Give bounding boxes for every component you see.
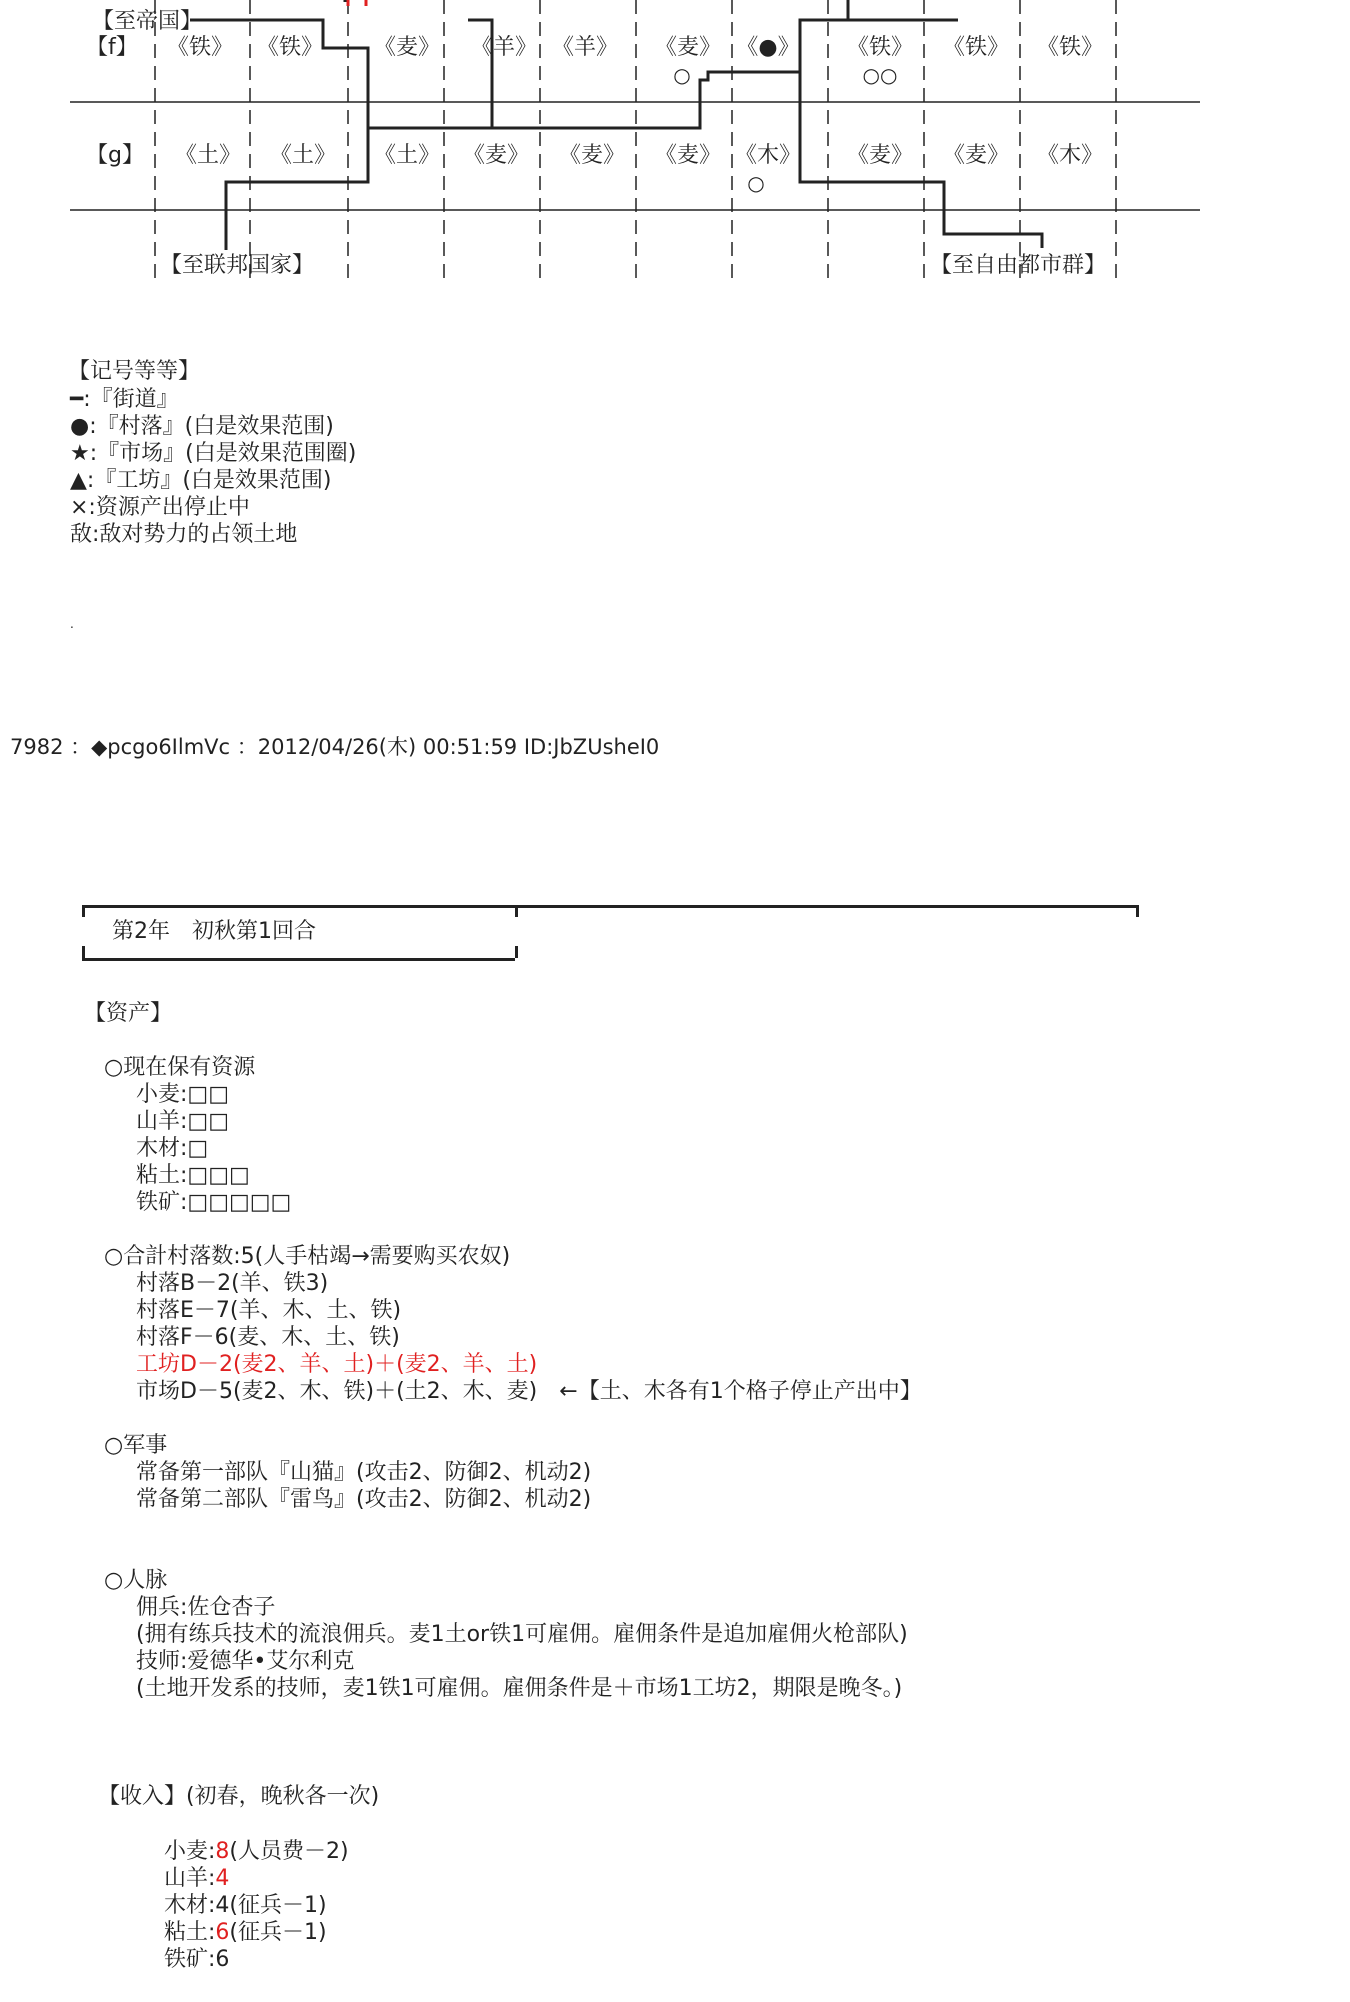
legend-item-stopped: ×:资源产出停止中	[70, 495, 250, 520]
map-cell-f10: 《铁》	[1036, 35, 1104, 60]
map-cell-f7: 《●》	[736, 35, 800, 60]
income-value: 4	[215, 1893, 230, 1918]
village-b: 村落B－2(羊、铁3)	[136, 1271, 329, 1296]
unit-thunderbird: 常备第二部队『雷鸟』(攻击2、防御2、机动2)	[136, 1487, 592, 1512]
row-g-label: 【g】	[86, 143, 144, 168]
map-cell-f8: 《铁》	[846, 35, 914, 60]
connection-engineer-note: (土地开发系的技师，麦1铁1可雇佣。雇佣条件是＋市场1工坊2，期限是晚冬。)	[136, 1676, 903, 1701]
military-heading: ○军事	[104, 1433, 168, 1458]
connection-mercenary: 佣兵:佐仓杏子	[136, 1595, 276, 1620]
title-frame-bottom-left-tick	[82, 946, 85, 958]
map-cell-f4: 《羊》	[470, 35, 538, 60]
income-label: 铁矿:	[163, 1947, 216, 1972]
map-cell-g7: 《木》	[734, 143, 802, 168]
resource-map	[0, 0, 1350, 290]
title-frame-top-line	[82, 905, 1138, 908]
marker-circle-f6: ○	[673, 63, 691, 87]
assets-heading: 【资产】	[84, 1001, 173, 1026]
income-note: (征兵－1)	[229, 1920, 327, 1945]
map-cell-g3: 《土》	[373, 143, 441, 168]
map-cell-f5: 《羊》	[551, 35, 619, 60]
resource-wood: 木材:□	[136, 1136, 209, 1161]
connection-engineer: 技师:爱德华•艾尔利克	[136, 1649, 355, 1674]
village-e: 村落E－7(羊、木、土、铁)	[136, 1298, 402, 1323]
legend-item-enemy: 敌:敌对势力的占领土地	[70, 522, 298, 547]
turn-title: 第2年 初秋第1回合	[112, 919, 316, 944]
income-label: 小麦:	[163, 1839, 216, 1864]
income-note: (人员费－2)	[229, 1839, 349, 1864]
legend-dot: .	[70, 617, 74, 631]
row-f-label: 【f】	[86, 35, 138, 60]
exit-empire-label: 【至帝国】	[92, 9, 203, 34]
title-frame-left-tick	[82, 905, 85, 917]
income-value: 6	[215, 1947, 230, 1972]
title-frame-bottom-right-tick	[515, 946, 518, 958]
village-f: 村落F－6(麦、木、土、铁)	[136, 1325, 400, 1350]
post-header: 7982 ：◆pcgo6IlmVc ：2012/04/26(木) 00:51:59 ID:JbZUsheI0	[10, 735, 660, 759]
map-cell-f3: 《麦》	[373, 35, 441, 60]
marker-circle-g7: ○	[747, 171, 765, 195]
connection-mercenary-note: (拥有练兵技术的流浪佣兵。麦1土or铁1可雇佣。雇佣条件是追加雇佣火枪部队)	[136, 1622, 908, 1647]
map-cell-g1: 《土》	[174, 143, 242, 168]
unit-wildcat: 常备第一部队『山猫』(攻击2、防御2、机动2)	[136, 1460, 592, 1485]
legend-item-workshop: ▲:『工坊』(白是效果范围)	[70, 468, 332, 493]
income-label: 粘土:	[163, 1920, 216, 1945]
resource-iron: 铁矿:□□□□□	[136, 1190, 292, 1215]
title-frame-mid-tick	[515, 905, 518, 917]
map-cell-g10: 《木》	[1036, 143, 1104, 168]
market-d: 市场D－5(麦2、木、铁)＋(土2、木、麦) ←【土、木各有1个格子停止产出中】	[136, 1379, 922, 1404]
map-cell-f1: 《铁》	[166, 35, 234, 60]
resource-wheat: 小麦:□□	[136, 1082, 229, 1107]
income-heading: 【收入】(初春，晚秋各一次)	[98, 1784, 380, 1809]
income-note: (征兵－1)	[229, 1893, 327, 1918]
map-cell-g9: 《麦》	[942, 143, 1010, 168]
map-cell-g5: 《麦》	[558, 143, 626, 168]
income-label: 木材:	[163, 1893, 216, 1918]
map-cell-f2: 《铁》	[256, 35, 324, 60]
map-cell-g8: 《麦》	[846, 143, 914, 168]
legend-item-market: ★:『市场』(白是效果范围圈)	[70, 441, 357, 466]
income-label: 山羊:	[163, 1866, 216, 1891]
map-cell-f6: 《麦》	[654, 35, 722, 60]
income-value: 8	[215, 1839, 230, 1864]
map-cell-g4: 《麦》	[462, 143, 530, 168]
map-cell-f9: 《铁》	[942, 35, 1010, 60]
resources-heading: ○现在保有资源	[104, 1055, 256, 1080]
legend-item-village: ●:『村落』(白是效果范围)	[70, 414, 334, 439]
workshop-d: 工坊D－2(麦2、羊、土)＋(麦2、羊、土)	[136, 1352, 538, 1377]
legend-item-road: ━:『街道』	[70, 387, 179, 412]
income-row-iron	[136, 1918, 229, 2002]
resource-clay: 粘土:□□□	[136, 1163, 250, 1188]
income-value: 4	[215, 1866, 230, 1891]
map-cell-g2: 《土》	[269, 143, 337, 168]
marker-circle-f8: ○○	[862, 63, 898, 87]
map-cell-g6: 《麦》	[654, 143, 722, 168]
resource-goat: 山羊:□□	[136, 1109, 229, 1134]
exit-federation-label: 【至联邦国家】	[160, 253, 315, 278]
title-frame-right-tick	[1136, 905, 1139, 917]
income-value: 6	[215, 1920, 230, 1945]
villages-heading: ○合計村落数:5(人手枯竭→需要购买农奴)	[104, 1244, 511, 1269]
title-frame-bottom-line	[82, 958, 515, 961]
exit-freecity-label: 【至自由都市群】	[930, 253, 1107, 278]
legend-heading: 【记号等等】	[68, 359, 201, 384]
connections-heading: ○人脉	[104, 1568, 168, 1593]
